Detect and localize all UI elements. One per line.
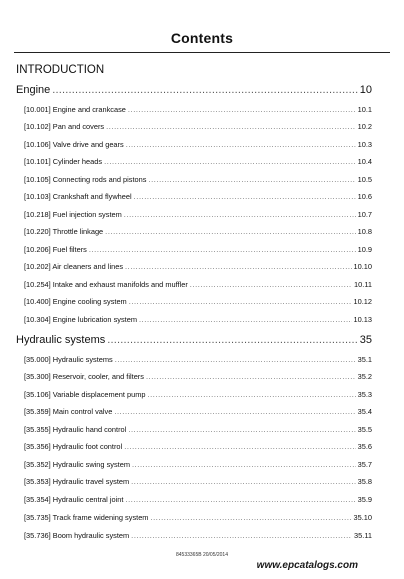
entry-label: [10.105] Connecting rods and pistons bbox=[24, 175, 147, 184]
entry-label: [35.106] Variable displacement pump bbox=[24, 390, 146, 399]
entry-page: 10.10 bbox=[353, 262, 372, 271]
entry-page: 10.7 bbox=[357, 210, 372, 219]
entry-label: [35.736] Boom hydraulic system bbox=[24, 531, 130, 540]
entry-label: [35.300] Reservoir, cooler, and filters bbox=[24, 372, 144, 381]
dot-leader bbox=[52, 84, 357, 96]
dot-leader bbox=[89, 245, 356, 254]
toc-section-engine[interactable] bbox=[16, 84, 372, 96]
dot-leader bbox=[190, 280, 352, 289]
entry-page: 35.5 bbox=[357, 425, 372, 434]
dot-leader bbox=[107, 334, 358, 346]
toc-entry[interactable] bbox=[24, 297, 372, 306]
toc-entry[interactable] bbox=[24, 140, 372, 149]
entry-label: [35.355] Hydraulic hand control bbox=[24, 425, 127, 434]
toc-entry[interactable] bbox=[24, 245, 372, 254]
page-title: Contents bbox=[170, 30, 234, 46]
entry-label: [35.000] Hydraulic systems bbox=[24, 355, 113, 364]
dot-leader bbox=[125, 495, 355, 504]
toc-section-hydraulic-systems[interactable] bbox=[16, 334, 372, 346]
toc-entry[interactable] bbox=[24, 175, 372, 184]
toc-entry[interactable] bbox=[24, 425, 372, 434]
toc-entry[interactable] bbox=[24, 407, 372, 416]
entry-label: [10.106] Valve drive and gears bbox=[24, 140, 124, 149]
entry-label: [35.735] Track frame widening system bbox=[24, 513, 149, 522]
dot-leader bbox=[105, 227, 355, 236]
dot-leader bbox=[134, 192, 356, 201]
intro-heading: INTRODUCTION bbox=[16, 64, 105, 76]
page-footer: 84533365B 20/05/2014 bbox=[176, 552, 228, 558]
toc-entry[interactable] bbox=[24, 105, 372, 114]
entry-page: 10.5 bbox=[357, 175, 372, 184]
toc-entry[interactable] bbox=[24, 280, 372, 289]
toc-entry[interactable] bbox=[24, 210, 372, 219]
dot-leader bbox=[148, 175, 355, 184]
toc-entry[interactable] bbox=[24, 372, 372, 381]
dot-leader bbox=[150, 513, 351, 522]
entry-page: 35.3 bbox=[357, 390, 372, 399]
entry-page: 10.9 bbox=[357, 245, 372, 254]
entry-label: [35.356] Hydraulic foot control bbox=[24, 442, 123, 451]
entry-label: [35.359] Main control valve bbox=[24, 407, 113, 416]
toc-entry[interactable] bbox=[24, 157, 372, 166]
toc-entry[interactable] bbox=[24, 262, 372, 271]
entry-page: 35.1 bbox=[357, 355, 372, 364]
dot-leader bbox=[131, 477, 355, 486]
toc-entry[interactable] bbox=[24, 355, 372, 364]
entry-page: 35.6 bbox=[357, 442, 372, 451]
entry-label: [10.001] Engine and crankcase bbox=[24, 105, 126, 114]
dot-leader bbox=[129, 297, 352, 306]
entry-page: 35.2 bbox=[357, 372, 372, 381]
section-page: 10 bbox=[359, 84, 372, 96]
section-label: Engine bbox=[16, 84, 51, 96]
entry-page: 35.11 bbox=[354, 531, 372, 540]
dot-leader bbox=[106, 122, 355, 131]
dot-leader bbox=[128, 425, 355, 434]
toc-entry[interactable] bbox=[24, 495, 372, 504]
entry-page: 10.4 bbox=[357, 157, 372, 166]
toc-entry[interactable] bbox=[24, 442, 372, 451]
toc-entry[interactable] bbox=[24, 192, 372, 201]
entry-page: 10.3 bbox=[357, 140, 372, 149]
entry-label: [10.400] Engine cooling system bbox=[24, 297, 127, 306]
entry-label: [10.101] Cylinder heads bbox=[24, 157, 103, 166]
entry-label: [10.202] Air cleaners and lines bbox=[24, 262, 124, 271]
section-page: 35 bbox=[359, 334, 372, 346]
dot-leader bbox=[128, 105, 356, 114]
entry-page: 10.12 bbox=[353, 297, 372, 306]
entry-label: [10.220] Throttle linkage bbox=[24, 227, 104, 236]
entry-label: [10.103] Crankshaft and flywheel bbox=[24, 192, 132, 201]
entry-label: [10.206] Fuel filters bbox=[24, 245, 87, 254]
dot-leader bbox=[115, 355, 356, 364]
dot-leader bbox=[124, 210, 356, 219]
entry-label: [10.218] Fuel injection system bbox=[24, 210, 122, 219]
dot-leader bbox=[147, 390, 355, 399]
toc-entry[interactable] bbox=[24, 315, 372, 324]
entry-page: 35.9 bbox=[357, 495, 372, 504]
entry-label: [35.352] Hydraulic swing system bbox=[24, 460, 130, 469]
entry-page: 35.4 bbox=[357, 407, 372, 416]
dot-leader bbox=[132, 460, 356, 469]
dot-leader bbox=[146, 372, 356, 381]
dot-leader bbox=[124, 442, 355, 451]
dot-leader bbox=[131, 531, 352, 540]
entry-page: 35.7 bbox=[357, 460, 372, 469]
toc-entry[interactable] bbox=[24, 531, 372, 540]
dot-leader bbox=[139, 315, 352, 324]
toc-entry[interactable] bbox=[24, 122, 372, 131]
dot-leader bbox=[114, 407, 355, 416]
toc-entry[interactable] bbox=[24, 460, 372, 469]
entry-label: [10.254] Intake and exhaust manifolds and muffler bbox=[24, 280, 188, 289]
entry-page: 10.2 bbox=[357, 122, 372, 131]
toc-entry[interactable] bbox=[24, 513, 372, 522]
toc-entry[interactable] bbox=[24, 227, 372, 236]
entry-label: [10.102] Pan and covers bbox=[24, 122, 105, 131]
dot-leader bbox=[125, 262, 351, 271]
entry-page: 10.13 bbox=[353, 315, 372, 324]
entry-page: 10.8 bbox=[357, 227, 372, 236]
entry-page: 35.10 bbox=[353, 513, 372, 522]
toc-entry[interactable] bbox=[24, 390, 372, 399]
entry-label: [10.304] Engine lubrication system bbox=[24, 315, 137, 324]
entry-label: [35.354] Hydraulic central joint bbox=[24, 495, 124, 504]
dot-leader bbox=[104, 157, 356, 166]
toc-entry[interactable] bbox=[24, 477, 372, 486]
watermark: www.epcatalogs.com bbox=[256, 560, 358, 571]
entry-page: 10.1 bbox=[357, 105, 372, 114]
entry-page: 10.11 bbox=[354, 280, 372, 289]
title-rule bbox=[14, 52, 390, 53]
dot-leader bbox=[126, 140, 356, 149]
entry-page: 10.6 bbox=[357, 192, 372, 201]
section-label: Hydraulic systems bbox=[16, 334, 106, 346]
entry-page: 35.8 bbox=[357, 477, 372, 486]
entry-label: [35.353] Hydraulic travel system bbox=[24, 477, 130, 486]
